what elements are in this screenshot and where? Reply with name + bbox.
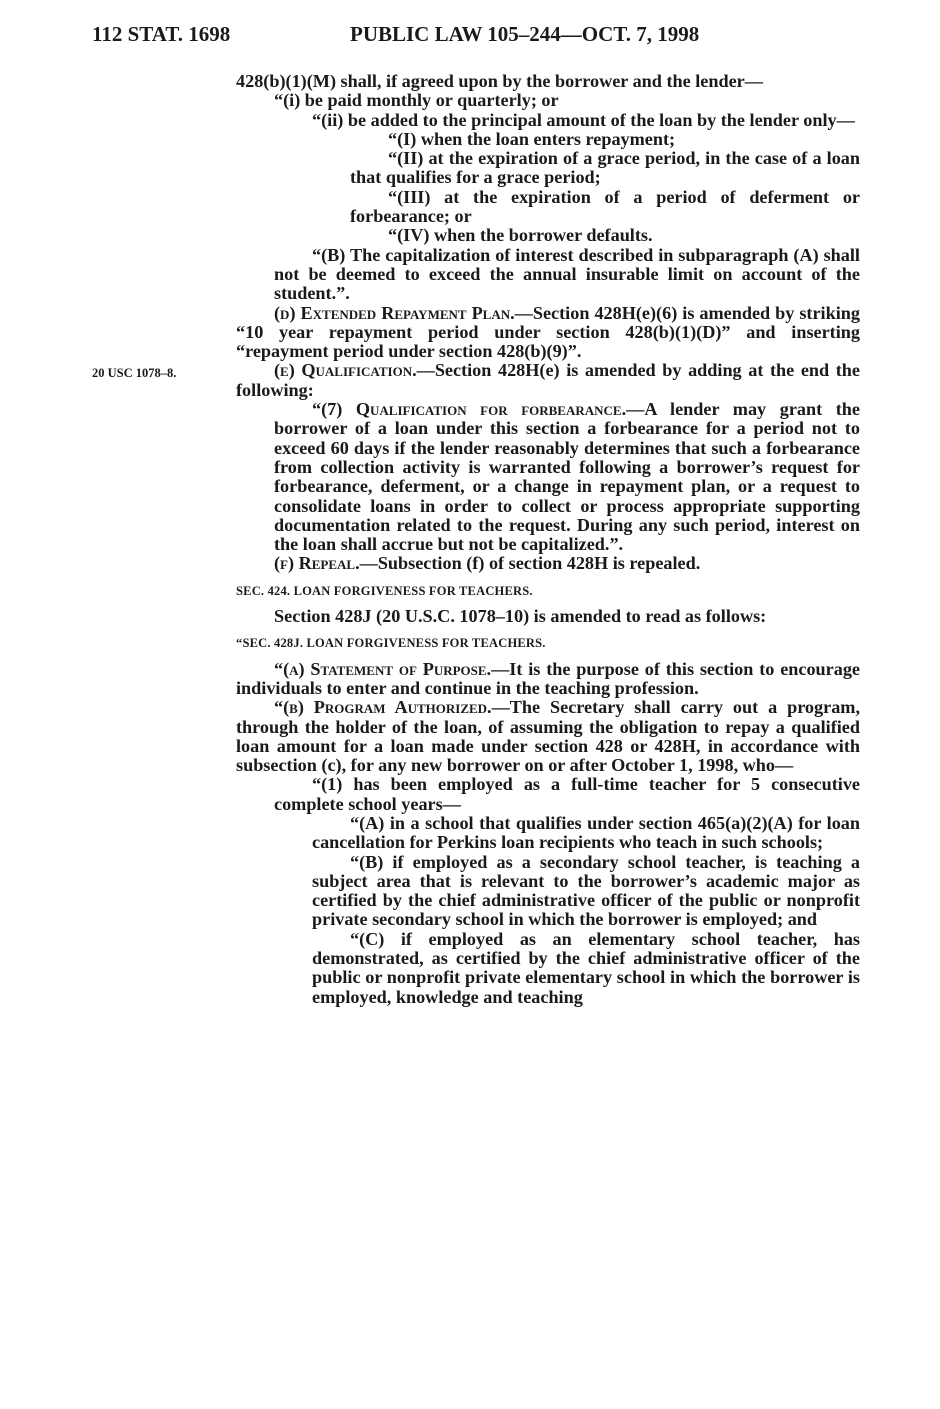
subsection-f <box>236 554 860 573</box>
section-424-heading: SEC. 424. LOAN FORGIVENESS FOR TEACHERS. <box>236 583 533 598</box>
subsection-d-text: —Section 428H(e)(6) is amended by striking “10 year repayment period under section 428(b)(1)(D)” and inserting “repayment period under section 428(b)(9)”. <box>236 302 860 362</box>
subclause-III: “(III) at the expiration of a period of deferment or forbearance; or <box>350 186 860 227</box>
paragraph-7-text: —A lender may grant the borrower of a loan under this section a forbearance for a period not to exceed 60 days if the lender reasonably determines that such a forbearance from collection activity is warranted following a borrower’s request for forbearance, deferment, or a change in repayment plan, or a request to consolidate loans in order to collect or process appropriate supporting documentation related to the request. During any such period, interest on the loan shall accrue but not be capitalized.”. <box>274 399 860 555</box>
page-header <box>92 22 812 54</box>
subsection-f-heading: (f) Repeal. <box>274 553 360 574</box>
subparagraph-B: “(B) The capitalization of interest described in subparagraph (A) shall not be deemed to exceed the annual insurable limit on account of the student.”. <box>274 244 860 304</box>
subsection-f-text: —Subsection (f) of section 428H is repealed. <box>359 553 701 574</box>
subsection-b-heading: “(b) Program Authorized. <box>274 697 492 718</box>
subsection-a-heading: “(a) Statement of Purpose. <box>274 658 492 679</box>
subparagraph-C: “(C) if employed as an elementary school teacher, has demonstrated, as certified by the chief administrative officer of the public or nonprofit private elementary school in which the borrower is employed, knowledge and teaching <box>312 928 860 1007</box>
paragraph-intro: 428(b)(1)(M) shall, if agreed upon by the borrower and the lender— <box>236 71 763 91</box>
subsection-e-text: —Section 428H(e) is amended by adding at the end the following: <box>236 360 860 400</box>
subparagraph-B-teacher: “(B) if employed as a secondary school teacher, is teaching a subject area that is relevant to the borrower’s academic major as certified by the chief administrative officer of the public or nonprofit private secondary school in which the borrower is employed; and <box>312 851 860 930</box>
subclause-IV: “(IV) when the borrower defaults. <box>388 225 653 246</box>
subsection-b <box>236 698 860 775</box>
subsection-d-heading: (d) Extended Repayment Plan. <box>274 302 515 323</box>
subsection-d <box>236 304 860 362</box>
clause-ii <box>236 111 860 130</box>
paragraph-1: “(1) has been employed as a full-time teacher for 5 consecutive complete school years— <box>274 774 860 814</box>
section-428j-intro: Section 428J (20 U.S.C. 1078–10) is amended to read as follows: <box>274 606 767 627</box>
clause-ii-text: “(ii) be added to the principal amount of the loan by the lender only— <box>312 109 855 130</box>
document-body <box>236 72 860 1007</box>
subsection-b-text: —The Secretary shall carry out a program, through the holder of the loan, of assuming the obligation to repay a qualified loan amount for a loan made under section 428 or 428H, in accordance with subsection (c), for any new borrower on or after October 1, 1998, who— <box>236 697 860 776</box>
subsection-a <box>236 660 860 699</box>
subparagraph-A: “(A) in a school that qualifies under section 465(a)(2)(A) for loan cancellation for Perkins loan recipients who teach in such schools; <box>312 812 860 853</box>
subsection-e <box>236 361 860 400</box>
statute-page-number: 112 STAT. 1698 <box>92 22 231 46</box>
subsection-e-heading: (e) Qualification. <box>274 360 417 381</box>
clause-i: “(i) be paid monthly or quarterly; or <box>274 90 559 111</box>
margin-citation: 20 USC 1078–8. <box>92 366 177 380</box>
subclause-I: “(I) when the loan enters repayment; <box>388 128 676 149</box>
paragraph-7 <box>236 400 860 554</box>
section-428j-heading: “SEC. 428J. LOAN FORGIVENESS FOR TEACHERS. <box>236 636 546 651</box>
subsection-a-text: —It is the purpose of this section to encourage individuals to enter and continue in the teaching profession. <box>236 658 860 698</box>
subclause-II: “(II) at the expiration of a grace period, in the case of a loan that qualifies for a grace period; <box>350 148 860 188</box>
paragraph-7-heading: “(7) Qualification for forbearance. <box>312 399 627 420</box>
public-law-title: PUBLIC LAW 105–244—OCT. 7, 1998 <box>350 22 700 46</box>
